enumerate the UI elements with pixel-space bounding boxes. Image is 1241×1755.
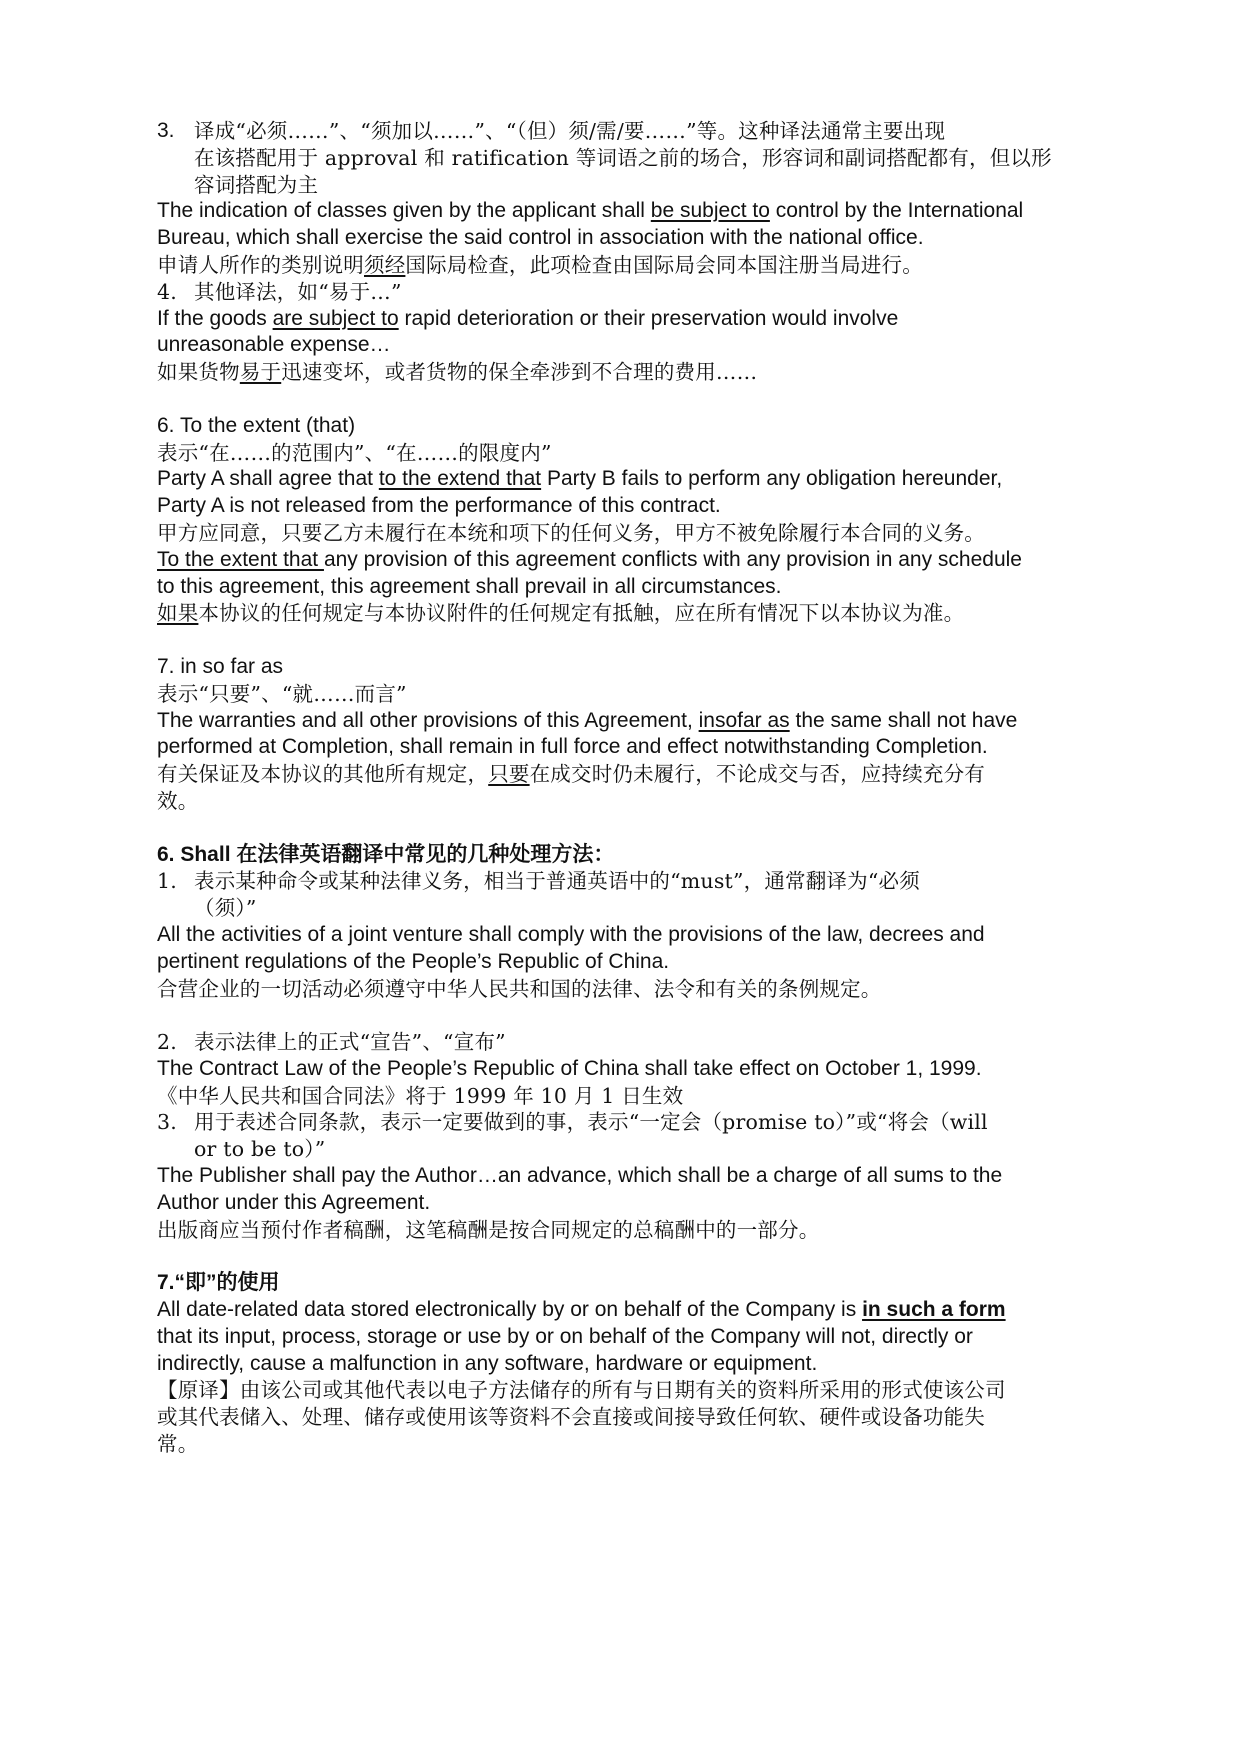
list-item-text <box>194 1029 506 1056</box>
underlined-phrase: be subject to <box>650 199 770 223</box>
text-line <box>157 654 1107 681</box>
text-line <box>157 440 1107 467</box>
text-line <box>157 1056 1107 1083</box>
list-item <box>157 1109 1107 1163</box>
text-segment: Author under this Agreement. <box>157 1190 431 1214</box>
text-line <box>157 708 1107 735</box>
text-line <box>157 681 1107 708</box>
text-segment: control by the International <box>769 199 1024 223</box>
text-line <box>157 734 1107 761</box>
text-line: 译成“必须……”、“须加以……”、“（但）须/需/要……”等。这种译法通常主要出现 <box>194 119 946 143</box>
list-item-number: 3. <box>157 1110 177 1135</box>
text-line <box>157 842 1107 869</box>
list-item-text <box>194 118 1052 198</box>
paragraph-spacer <box>157 1243 1107 1270</box>
underlined-phrase: 如果 <box>157 601 199 626</box>
text-segment: 如果货物 <box>157 360 240 385</box>
underlined-phrase: in such a form <box>862 1298 1006 1322</box>
text-line <box>157 466 1107 493</box>
text-line <box>157 198 1107 225</box>
text-segment: pertinent regulations of the People’s Republic of China. <box>157 949 670 973</box>
text-segment: 合营企业的一切活动必须遵守中华人民共和国的法律、法令和有关的条例规定。 <box>157 976 882 1001</box>
text-line <box>157 1217 1107 1244</box>
text-line <box>157 520 1107 547</box>
text-line <box>157 252 1107 279</box>
text-segment: 效。 <box>157 788 199 813</box>
list-item-text <box>194 279 402 306</box>
text-line <box>157 359 1107 386</box>
text-line <box>157 1377 1107 1404</box>
underlined-phrase: 易于 <box>239 360 282 385</box>
text-segment: performed at Completion, shall remain in full force and effect notwithstanding Completion. <box>157 735 988 759</box>
text-segment: rapid deterioration or their preservation would involve <box>398 306 899 330</box>
text-segment: 甲方应同意，只要乙方未履行在本统和项下的任何义务，甲方不被免除履行本合同的义务。 <box>157 520 985 545</box>
text-segment: 表示“在……的范围内”、“在……的限度内” <box>157 440 552 465</box>
text-segment: 出版商应当预付作者稿酬，这笔稿酬是按合同规定的总稿酬中的一部分。 <box>157 1217 820 1242</box>
text-segment: 国际局检查，此项检查由国际局会同本国注册当局进行。 <box>405 252 923 277</box>
list-item-number: 4. <box>157 279 177 304</box>
list-item <box>157 118 1107 198</box>
text-line <box>157 493 1107 520</box>
text-segment: to this agreement, this agreement shall prevail in all circumstances. <box>157 574 782 598</box>
text-line <box>157 976 1107 1003</box>
text-segment: Party A is not released from the performance of this contract. <box>157 494 721 518</box>
list-item <box>157 868 1107 922</box>
text-segment: 7. in so far as <box>157 654 284 678</box>
text-line <box>157 332 1107 359</box>
text-segment: All date-related data stored electronically by or on behalf of the Company is <box>157 1298 863 1322</box>
text-segment: All the activities of a joint venture shall comply with the provisions of the law, decrees and <box>157 922 985 946</box>
text-line: （须）” <box>194 896 257 921</box>
list-item-number: 1. <box>157 869 177 894</box>
text-line: 表示某种命令或某种法律义务，相当于普通英语中的“must”，通常翻译为“必须 <box>194 869 920 894</box>
text-line: 用于表述合同条款，表示一定要做到的事，表示“一定会（promise to）”或“将会（will <box>194 1110 988 1135</box>
paragraph-spacer <box>157 627 1107 654</box>
text-line <box>157 1190 1107 1217</box>
text-line <box>157 788 1107 815</box>
text-segment: Party B fails to perform any obligation hereunder, <box>541 467 1003 491</box>
text-line <box>157 1270 1107 1297</box>
text-line <box>157 1431 1107 1458</box>
text-line <box>157 306 1107 333</box>
list-item-text <box>194 1109 988 1163</box>
text-segment: any provision of this agreement conflicts with any provision in any schedule <box>323 547 1022 571</box>
text-line <box>157 1351 1107 1378</box>
paragraph-spacer <box>157 815 1107 842</box>
underlined-phrase: To the extent that <box>157 547 324 571</box>
text-segment: Party A shall agree that <box>157 467 379 491</box>
text-line <box>157 1297 1107 1324</box>
text-line: 表示法律上的正式“宣告”、“宣布” <box>194 1030 506 1055</box>
text-segment: Bureau, which shall exercise the said control in association with the national office. <box>157 226 924 250</box>
text-segment: The warranties and all other provisions of this Agreement, <box>157 708 699 732</box>
text-line <box>157 225 1107 252</box>
underlined-phrase: are subject to <box>272 306 399 330</box>
text-segment: The Publisher shall pay the Author…an advance, which shall be a charge of all sums to the <box>157 1164 1003 1188</box>
text-line <box>157 1163 1107 1190</box>
list-item-number: 3. <box>157 119 175 142</box>
text-line <box>157 1324 1107 1351</box>
list-item-text <box>194 868 920 922</box>
text-line: or to be to）” <box>194 1137 326 1162</box>
text-segment: 《中华人民共和国合同法》将于 1999 年 10 月 1 日生效 <box>157 1083 684 1108</box>
text-line <box>157 547 1107 574</box>
text-line <box>157 922 1107 949</box>
underlined-phrase: insofar as <box>698 708 790 732</box>
text-segment: unreasonable expense… <box>157 333 391 357</box>
underlined-phrase: 只要 <box>488 762 530 787</box>
text-segment: If the goods <box>157 306 273 330</box>
text-segment: 在成交时仍未履行，不论成交与否，应持续充分有 <box>529 762 986 787</box>
text-line <box>157 1083 1107 1110</box>
underlined-phrase: to the extend that <box>378 467 542 491</box>
text-segment: 有关保证及本协议的其他所有规定， <box>157 762 489 787</box>
text-line <box>157 949 1107 976</box>
text-line <box>157 761 1107 788</box>
text-segment: 6. To the extent (that) <box>157 413 356 437</box>
text-line <box>157 413 1107 440</box>
text-segment: 本协议的任何规定与本协议附件的任何规定有抵触，应在所有情况下以本协议为准。 <box>198 601 965 626</box>
text-line: 容词搭配为主 <box>194 172 319 197</box>
text-line: 其他译法，如“易于…” <box>194 279 402 304</box>
text-segment: 迅速变坏，或者货物的保全牵涉到不合理的费用…… <box>281 360 758 385</box>
text-segment: the same shall not have <box>789 708 1018 732</box>
text-segment: that its input, process, storage or use by or on behalf of the Company will not, directly or <box>157 1324 973 1348</box>
text-segment: The Contract Law of the People’s Republic of China shall take effect on October 1, 1999. <box>157 1056 982 1080</box>
list-item <box>157 1029 1107 1056</box>
text-segment: indirectly, cause a malfunction in any software, hardware or equipment. <box>157 1351 818 1375</box>
paragraph-spacer <box>157 386 1107 413</box>
list-item <box>157 279 1107 306</box>
text-segment: 6. Shall 在法律英语翻译中常见的几种处理方法： <box>157 842 615 866</box>
text-segment: 申请人所作的类别说明 <box>157 252 364 277</box>
text-line <box>157 574 1107 601</box>
text-segment: 或其代表储入、处理、储存或使用该等资料不会直接或间接导致任何软、硬件或设备功能失 <box>157 1405 985 1430</box>
text-line: 在该搭配用于 approval 和 ratification 等词语之前的场合，形容词和副词搭配都有，但以形 <box>194 145 1052 170</box>
document-page <box>157 118 1107 1458</box>
text-segment: The indication of classes given by the applicant shall <box>157 199 651 223</box>
list-item-number: 2. <box>157 1030 177 1055</box>
paragraph-spacer <box>157 1002 1107 1029</box>
text-segment: 表示“只要”、“就……而言” <box>157 681 407 706</box>
text-line <box>157 1404 1107 1431</box>
text-segment: 7.“即”的使用 <box>157 1271 280 1295</box>
text-line <box>157 600 1107 627</box>
text-segment: 【原译】由该公司或其他代表以电子方法储存的所有与日期有关的资料所采用的形式使该公司 <box>157 1378 1006 1403</box>
underlined-phrase: 须经 <box>364 252 406 277</box>
text-segment: 常。 <box>157 1432 199 1457</box>
